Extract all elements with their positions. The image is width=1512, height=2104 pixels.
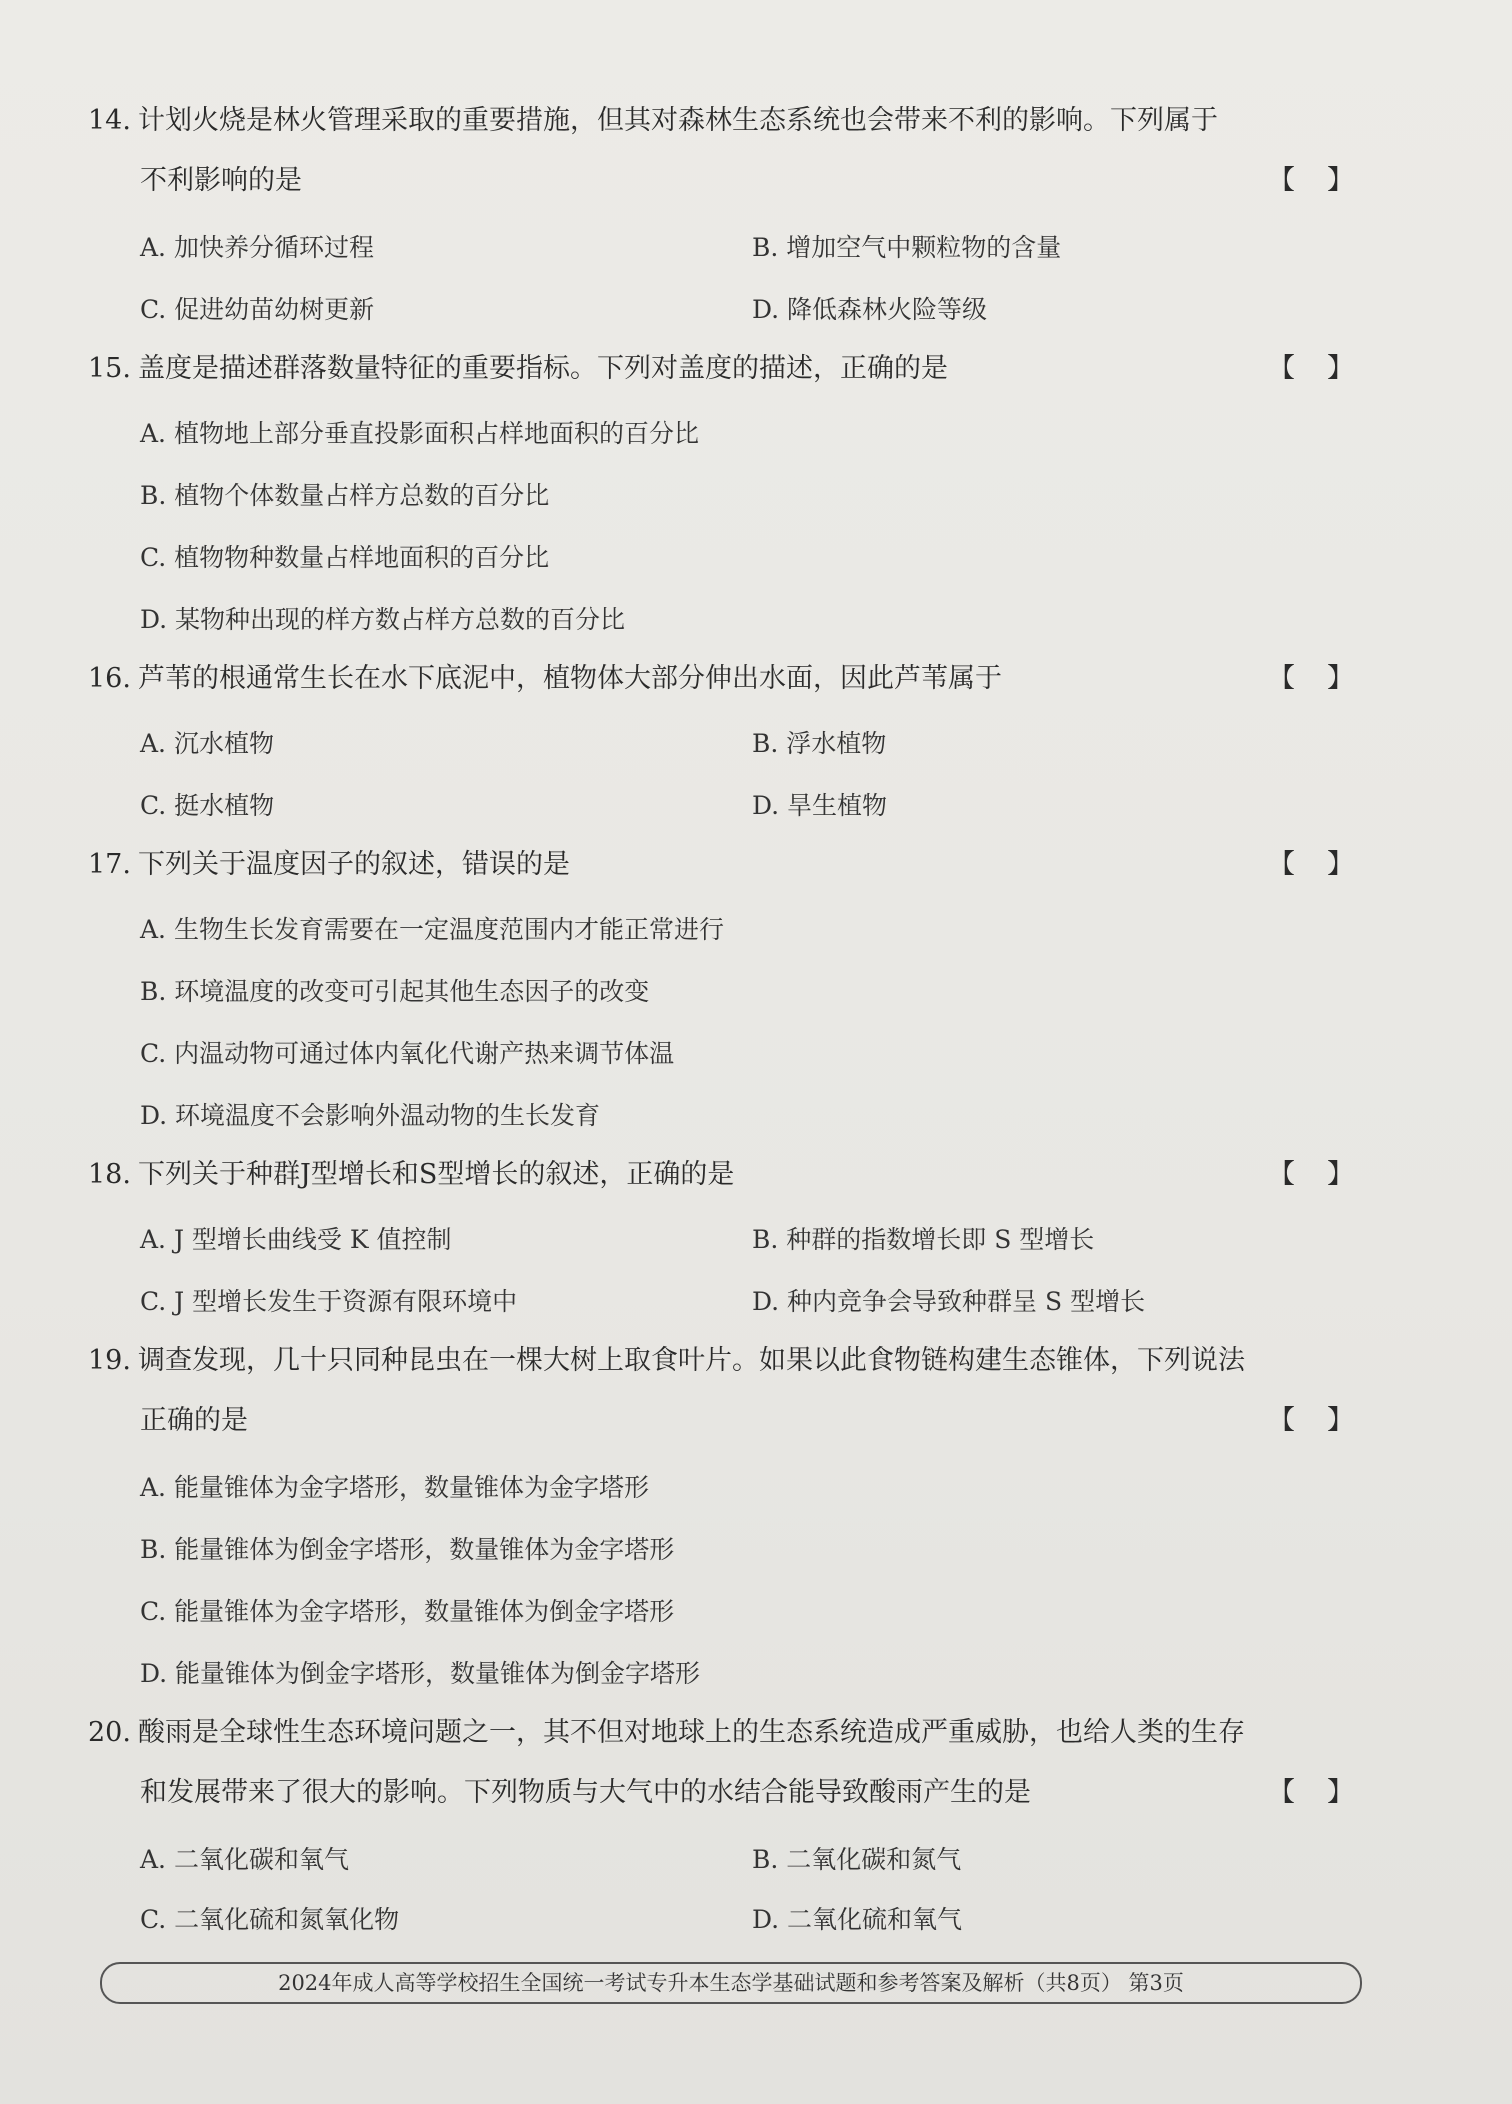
answer-bracket: 【】 xyxy=(1268,165,1386,196)
option-a: A. 加快养分循环过程 xyxy=(140,233,374,262)
option-a: A. 沉水植物 xyxy=(140,729,274,758)
option-c: C. J 型增长发生于资源有限环境中 xyxy=(140,1287,518,1316)
option-d: D. 环境温度不会影响外温动物的生长发育 xyxy=(140,1101,601,1130)
page-footer: 2024年成人高等学校招生全国统一考试专升本生态学基础试题和参考答案及解析（共8页） 第3页 xyxy=(100,1962,1362,2004)
answer-bracket: 【】 xyxy=(1268,849,1386,880)
option-b: B. 能量锥体为倒金字塔形，数量锥体为金字塔形 xyxy=(140,1535,675,1564)
question-stem-continued: 正确的是 xyxy=(140,1405,248,1436)
question-17 xyxy=(88,848,1388,882)
option-b: B. 浮水植物 xyxy=(752,729,887,758)
question-stem-continued: 不利影响的是 xyxy=(140,165,302,196)
option-b: B. 增加空气中颗粒物的含量 xyxy=(752,233,1062,262)
question-stem: 14. 计划火烧是林火管理采取的重要措施，但其对森林生态系统也会带来不利的影响。下列属于 xyxy=(88,105,1218,136)
option-b: B. 二氧化碳和氮气 xyxy=(752,1845,962,1874)
option-a: A. 生物生长发育需要在一定温度范围内才能正常进行 xyxy=(140,915,724,944)
option-d: D. 二氧化硫和氧气 xyxy=(752,1905,963,1934)
question-stem: 17. 下列关于温度因子的叙述，错误的是 xyxy=(88,849,570,880)
question-14 xyxy=(88,104,1388,198)
option-c: C. 能量锥体为金字塔形，数量锥体为倒金字塔形 xyxy=(140,1597,675,1626)
answer-bracket: 【】 xyxy=(1268,1777,1386,1808)
option-c: C. 内温动物可通过体内氧化代谢产热来调节体温 xyxy=(140,1039,675,1068)
question-stem: 16. 芦苇的根通常生长在水下底泥中，植物体大部分伸出水面，因此芦苇属于 xyxy=(88,663,1002,694)
option-d: D. 降低森林火险等级 xyxy=(752,295,988,324)
question-stem: 19. 调查发现，几十只同种昆虫在一棵大树上取食叶片。如果以此食物链构建生态锥体，下列说法 xyxy=(88,1345,1245,1376)
question-18 xyxy=(88,1158,1388,1192)
question-stem-continued: 和发展带来了很大的影响。下列物质与大气中的水结合能导致酸雨产生的是 xyxy=(140,1777,1031,1808)
option-c: C. 挺水植物 xyxy=(140,791,275,820)
answer-bracket: 【】 xyxy=(1268,1405,1386,1436)
answer-bracket: 【】 xyxy=(1268,1159,1386,1190)
question-stem: 18. 下列关于种群J型增长和S型增长的叙述，正确的是 xyxy=(88,1159,735,1190)
question-stem: 15. 盖度是描述群落数量特征的重要指标。下列对盖度的描述，正确的是 xyxy=(88,353,948,384)
option-d: D. 某物种出现的样方数占样方总数的百分比 xyxy=(140,605,626,634)
option-b: B. 环境温度的改变可引起其他生态因子的改变 xyxy=(140,977,650,1006)
question-20 xyxy=(88,1716,1388,1810)
question-16 xyxy=(88,662,1388,696)
answer-bracket: 【】 xyxy=(1268,663,1386,694)
option-c: C. 促进幼苗幼树更新 xyxy=(140,295,375,324)
option-a: A. 植物地上部分垂直投影面积占样地面积的百分比 xyxy=(140,419,699,448)
question-15 xyxy=(88,352,1388,386)
option-d: D. 旱生植物 xyxy=(752,791,888,820)
option-d: D. 能量锥体为倒金字塔形，数量锥体为倒金字塔形 xyxy=(140,1659,701,1688)
question-stem: 20. 酸雨是全球性生态环境问题之一，其不但对地球上的生态系统造成严重威胁，也给人类的生存 xyxy=(88,1717,1245,1748)
option-a: A. 二氧化碳和氧气 xyxy=(140,1845,349,1874)
option-b: B. 种群的指数增长即 S 型增长 xyxy=(752,1225,1095,1254)
option-b: B. 植物个体数量占样方总数的百分比 xyxy=(140,481,550,510)
option-d: D. 种内竞争会导致种群呈 S 型增长 xyxy=(752,1287,1146,1316)
answer-bracket: 【】 xyxy=(1268,353,1386,384)
option-c: C. 二氧化硫和氮氧化物 xyxy=(140,1905,400,1934)
option-a: A. J 型增长曲线受 K 值控制 xyxy=(140,1225,452,1254)
option-c: C. 植物物种数量占样地面积的百分比 xyxy=(140,543,550,572)
question-19 xyxy=(88,1344,1388,1438)
option-a: A. 能量锥体为金字塔形，数量锥体为金字塔形 xyxy=(140,1473,649,1502)
